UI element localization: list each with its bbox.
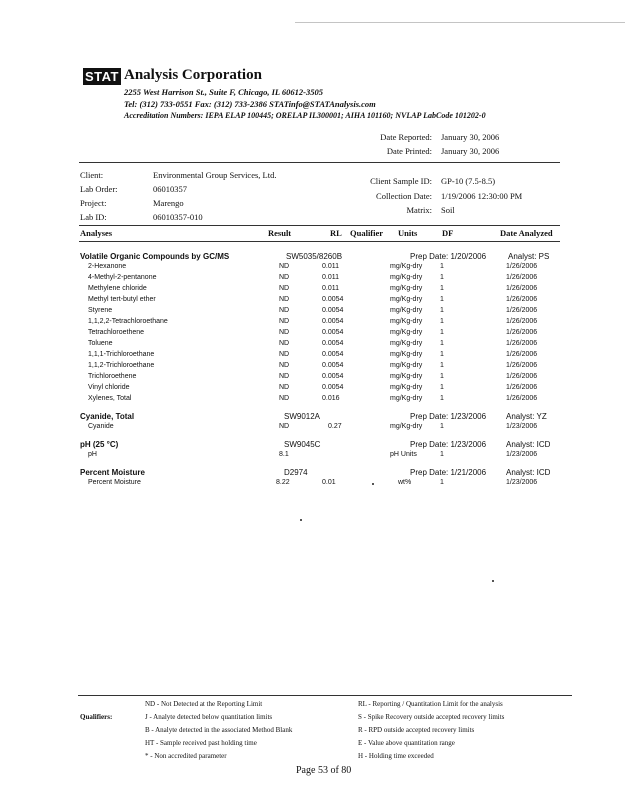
col-rl: RL [330,228,342,238]
qualifier-nd: ND - Not Detected at the Reporting Limit [145,700,263,708]
company-logo: STAT [84,69,119,84]
row-result: ND [279,395,290,402]
row-df: 1 [440,318,444,325]
scan-artifact [295,22,625,23]
row-date: 1/26/2006 [506,307,538,314]
qualifier-rl: RL - Reporting / Quantitation Limit for the analysis [358,700,503,708]
section-analyst: Analyst: ICD [506,440,551,449]
date-printed-value: January 30, 2006 [441,146,500,156]
row-df: 1 [440,263,444,270]
row-units: mg/Kg-dry [390,274,423,281]
row-df: 1 [440,329,444,336]
row-result: ND [279,340,290,347]
row-date: 1/26/2006 [506,362,538,369]
row-date: 1/26/2006 [506,318,538,325]
row-analyte: pH [88,451,97,458]
lab-order-value: 06010357 [153,184,187,194]
qualifier-star: * - Non accredited parameter [145,752,227,760]
client-label: Client: [80,170,104,180]
columns-bottom-rule [79,241,560,242]
row-df: 1 [440,307,444,314]
row-result: ND [279,307,290,314]
row-analyte: 1,1,2,2-Tetrachloroethane [88,318,168,325]
row-result: ND [279,423,290,430]
row-analyte: Cyanide [88,423,114,430]
qualifier-ht: HT - Sample received past holding time [145,739,257,747]
date-reported-value: January 30, 2006 [441,132,500,142]
row-df: 1 [440,423,444,430]
section-title: pH (25 °C) [80,440,119,449]
section-analyst: Analyst: YZ [506,412,547,421]
page-number: Page 53 of 80 [296,765,352,776]
row-result: ND [279,263,290,270]
row-df: 1 [440,285,444,292]
row-df: 1 [440,451,444,458]
col-date-analyzed: Date Analyzed [500,228,553,238]
row-date: 1/26/2006 [506,285,538,292]
row-analyte: Vinyl chloride [88,384,130,391]
row-date: 1/23/2006 [506,451,538,458]
row-rl: 0.0054 [322,318,344,325]
row-analyte: 1,1,2-Trichloroethane [88,362,155,369]
row-analyte: Methyl tert-butyl ether [88,296,156,303]
row-date: 1/23/2006 [506,423,538,430]
row-rl: 0.0054 [322,340,344,347]
date-printed-label: Date Printed: [386,146,432,156]
row-date: 1/26/2006 [506,373,538,380]
row-result: ND [279,351,290,358]
row-analyte: Trichloroethene [88,373,137,380]
row-analyte: Toluene [88,340,113,347]
row-rl: 0.0054 [322,307,344,314]
lab-id-label: Lab ID: [80,212,107,222]
scan-artifact [492,580,494,582]
row-result: ND [279,373,290,380]
col-units: Units [398,228,418,238]
row-date: 1/26/2006 [506,384,538,391]
columns-top-rule [79,225,560,226]
section-prep-date: Prep Date: 1/20/2006 [410,252,487,261]
qualifier-e: E - Value above quantitation range [358,739,455,747]
row-analyte: Methylene chloride [88,285,147,292]
qualifier-r: R - RPD outside accepted recovery limits [358,726,475,734]
row-units: mg/Kg-dry [390,351,423,358]
section-prep-date: Prep Date: 1/21/2006 [410,468,487,477]
row-result: ND [279,274,290,281]
matrix-label: Matrix: [406,205,432,215]
row-df: 1 [440,351,444,358]
row-df: 1 [440,362,444,369]
section-analyst: Analyst: ICD [506,468,551,477]
section-title: Percent Moisture [80,468,145,477]
row-rl: 0.0054 [322,351,344,358]
client-value: Environmental Group Services, Ltd. [153,170,277,180]
header-rule [79,162,560,163]
row-units: mg/Kg-dry [390,263,423,270]
row-rl: 0.0054 [322,296,344,303]
company-accreditation: Accreditation Numbers: IEPA ELAP 100445; ORELAP IL300001; AIHA 101160; NVLAP LabCode 101202-0 [124,111,486,120]
row-analyte: Styrene [88,307,113,314]
row-units: mg/Kg-dry [390,296,423,303]
row-result: ND [279,329,290,336]
row-result: ND [279,285,290,292]
company-contact: Tel: (312) 733-0551 Fax: (312) 733-2386 STATinfo@STATAnalysis.com [124,99,376,109]
col-analyses: Analyses [80,228,113,238]
section-method: SW9012A [284,412,321,421]
row-df: 1 [440,274,444,281]
project-label: Project: [80,198,107,208]
row-df: 1 [440,395,444,402]
section-method: SW5035/8260B [286,252,343,261]
row-analyte: 2-Hexanone [88,263,127,270]
row-result: 8.1 [279,451,289,458]
col-df: DF [442,228,454,238]
row-analyte: 4-Methyl-2-pentanone [88,274,157,281]
row-units: mg/Kg-dry [390,395,423,402]
row-units: pH Units [390,451,417,458]
qualifier-h: H - Holding time exceeded [358,752,434,760]
row-analyte: Xylenes, Total [88,395,132,402]
row-df: 1 [440,373,444,380]
client-sample-value: GP-10 (7.5-8.5) [441,176,496,186]
company-address: 2255 West Harrison St., Suite F, Chicago, IL 60612-3505 [124,87,323,97]
scan-artifact [300,519,302,521]
row-df: 1 [440,384,444,391]
row-analyte: 1,1,1-Trichloroethane [88,351,155,358]
row-rl: 0.0054 [322,373,344,380]
row-units: mg/Kg-dry [390,285,423,292]
row-units: mg/Kg-dry [390,340,423,347]
row-rl: 0.016 [322,395,340,402]
row-rl: 0.011 [322,285,339,292]
row-units: mg/Kg-dry [390,318,423,325]
section-title: Cyanide, Total [80,412,135,421]
lab-id-value: 06010357-010 [153,212,203,222]
row-rl: 0.0054 [322,384,344,391]
row-df: 1 [440,296,444,303]
company-name: Analysis Corporation [124,67,262,83]
row-analyte: Percent Moisture [88,479,141,486]
collection-date-label: Collection Date: [376,191,432,201]
row-units: mg/Kg-dry [390,307,423,314]
section-prep-date: Prep Date: 1/23/2006 [410,412,487,421]
row-df: 1 [440,340,444,347]
row-rl: 0.011 [322,263,339,270]
row-units: wt% [398,479,412,486]
row-date: 1/26/2006 [506,296,538,303]
row-rl: 0.01 [322,479,336,486]
row-date: 1/26/2006 [506,274,538,281]
row-units: mg/Kg-dry [390,423,423,430]
qualifier-s: S - Spike Recovery outside accepted recovery limits [358,713,505,721]
row-date: 1/26/2006 [506,395,538,402]
lab-order-label: Lab Order: [80,184,118,194]
row-units: mg/Kg-dry [390,373,423,380]
row-rl: 0.27 [328,423,342,430]
row-result: ND [279,362,290,369]
row-units: mg/Kg-dry [390,329,423,336]
row-units: mg/Kg-dry [390,362,423,369]
section-analyst: Analyst: PS [508,252,550,261]
row-date: 1/26/2006 [506,263,538,270]
row-date: 1/26/2006 [506,351,538,358]
row-rl: 0.0054 [322,329,344,336]
row-result: 8.22 [276,479,290,486]
collection-date-value: 1/19/2006 12:30:00 PM [441,191,523,201]
row-rl: 0.0054 [322,362,344,369]
section-method: D2974 [284,468,308,477]
project-value: Marengo [153,198,184,208]
qualifiers-label: Qualifiers: [80,713,113,721]
qualifier-b: B - Analyte detected in the associated Method Blank [145,726,293,734]
row-analyte: Tetrachloroethene [88,329,145,336]
col-qualifier: Qualifier [350,228,384,238]
row-date: 1/26/2006 [506,329,538,336]
row-date: 1/23/2006 [506,479,538,486]
qualifiers-rule [78,695,572,696]
matrix-value: Soil [441,205,455,215]
row-result: ND [279,318,290,325]
section-title: Volatile Organic Compounds by GC/MS [80,252,230,261]
row-date: 1/26/2006 [506,340,538,347]
col-result: Result [268,228,292,238]
scan-artifact [372,483,374,485]
row-df: 1 [440,479,444,486]
row-result: ND [279,384,290,391]
row-units: mg/Kg-dry [390,384,423,391]
section-method: SW9045C [284,440,321,449]
client-sample-label: Client Sample ID: [370,176,432,186]
qualifier-j: J - Analyte detected below quantitation limits [145,713,273,721]
section-prep-date: Prep Date: 1/23/2006 [410,440,487,449]
row-result: ND [279,296,290,303]
row-rl: 0.011 [322,274,339,281]
date-reported-label: Date Reported: [380,132,432,142]
